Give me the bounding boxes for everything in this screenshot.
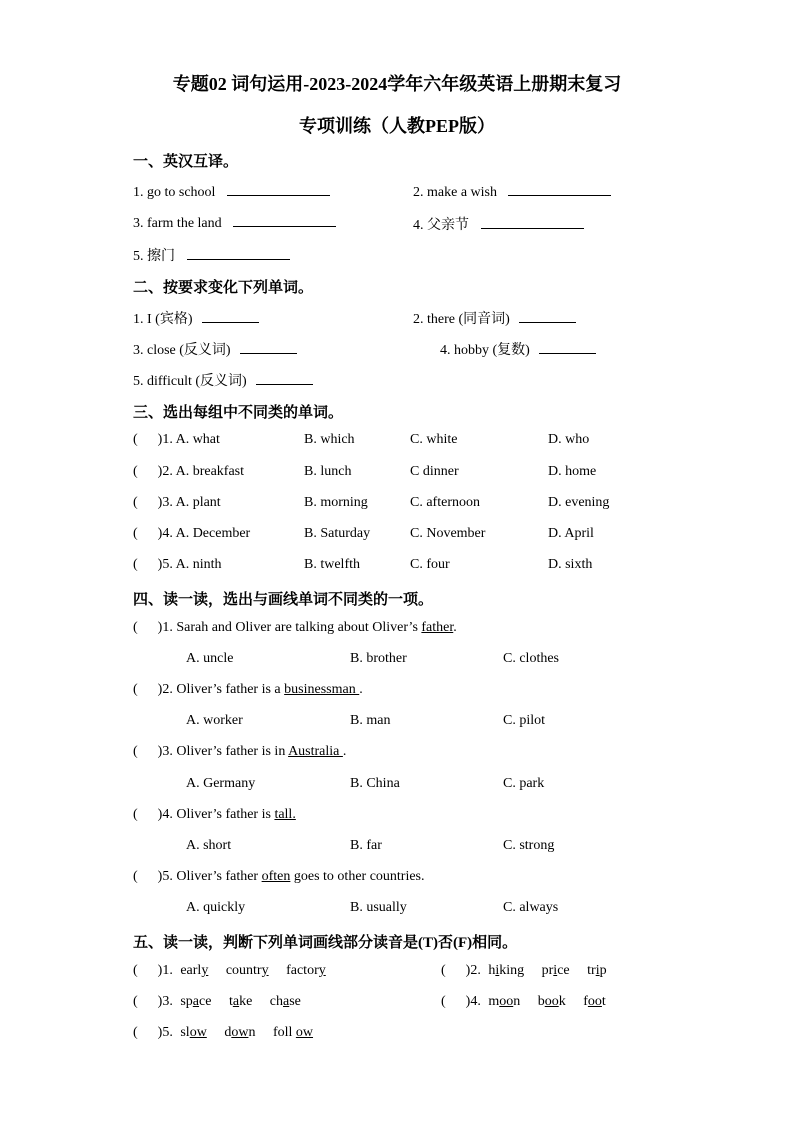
s3-row-4-b: B. Saturday: [304, 526, 371, 541]
section-2-heading: 二、按要求变化下列单词。: [133, 280, 314, 296]
s3-row-2-d: D. home: [548, 464, 597, 479]
s3-row-4: ( )4. A. December: [133, 526, 251, 541]
s3-row-3-d: D. evening: [548, 495, 610, 510]
s3-row-4-d: D. April: [548, 526, 594, 541]
s2-item-3: 3. close (反义词): [133, 339, 297, 359]
s4-q2-c: C. pilot: [503, 713, 546, 728]
s4-q5-a: A. quickly: [186, 900, 246, 915]
s2-item-1: 1. I (宾格): [133, 308, 259, 328]
s5-question-4: ( )4. moon book foot: [441, 994, 606, 1009]
s4-q2-a: A. worker: [186, 713, 243, 728]
s3-row-1-d: D. who: [548, 432, 590, 447]
s3-row-4-c: C. November: [410, 526, 486, 541]
s4-q5-c: C. always: [503, 900, 559, 915]
s3-row-5-c: C. four: [410, 557, 450, 572]
s3-row-2-c: C dinner: [410, 464, 459, 479]
s3-row-3: ( )3. A. plant: [133, 495, 221, 510]
s3-row-3-b: B. morning: [304, 495, 368, 510]
s3-row-2: ( )2. A. breakfast: [133, 464, 244, 479]
s1-item-2: 2. make a wish: [413, 183, 611, 201]
s4-q3-a: A. Germany: [186, 776, 256, 791]
section-1-heading: 一、英汉互译。: [133, 154, 239, 170]
s3-row-5-b: B. twelfth: [304, 557, 360, 572]
s2-item-4: 4. hobby (复数): [440, 339, 596, 359]
s1-item-1: 1. go to school: [133, 183, 330, 201]
section-3-heading: 三、选出每组中不同类的单词。: [133, 405, 344, 421]
s4-q1-b: B. brother: [350, 651, 407, 666]
s3-row-5: ( )5. A. ninth: [133, 557, 222, 572]
s3-row-3-c: C. afternoon: [410, 495, 480, 510]
s3-row-1: ( )1. A. what: [133, 432, 220, 447]
s4-q4-b: B. far: [350, 838, 382, 853]
s4-question-1: ( )1. Sarah and Oliver are talking about Oliver’s father.: [133, 620, 457, 635]
s3-row-1-c: C. white: [410, 432, 458, 447]
s5-question-1: ( )1. early country factory: [133, 963, 326, 978]
s4-question-2: ( )2. Oliver’s father is a businessman .: [133, 682, 363, 697]
s1-item-3: 3. farm the land: [133, 214, 336, 232]
s1-item-5: 5. 擦门: [133, 245, 290, 265]
s5-question-2: ( )2. hiking price trip: [441, 963, 607, 978]
section-5-heading: 五、读一读，判断下列单词画线部分读音是(T)否(F)相同。: [133, 935, 518, 951]
section-4-heading: 四、读一读，选出与画线单词不同类的一项。: [133, 592, 434, 608]
s5-question-5: ( )5. slow down foll ow: [133, 1025, 314, 1040]
s4-q5-b: B. usually: [350, 900, 407, 915]
s5-question-3: ( )3. space take chase: [133, 994, 301, 1009]
s1-item-4: 4. 父亲节: [413, 214, 584, 234]
s3-row-1-b: B. which: [304, 432, 355, 447]
s3-row-5-d: D. sixth: [548, 557, 593, 572]
s4-q3-c: C. park: [503, 776, 545, 791]
s4-q4-a: A. short: [186, 838, 232, 853]
s2-item-5: 5. difficult (反义词): [133, 370, 313, 390]
page-subtitle: 专项训练（人教PEP版）: [299, 116, 495, 136]
s4-q3-b: B. China: [350, 776, 400, 791]
s4-q2-b: B. man: [350, 713, 391, 728]
s4-q4-c: C. strong: [503, 838, 555, 853]
s3-row-2-b: B. lunch: [304, 464, 352, 479]
s4-question-3: ( )3. Oliver’s father is in Australia .: [133, 744, 347, 759]
s4-q1-a: A. uncle: [186, 651, 234, 666]
s4-q1-c: C. clothes: [503, 651, 559, 666]
s4-question-5: ( )5. Oliver’s father often goes to other countries.: [133, 869, 425, 884]
page-title: 专题02 词句运用-2023-2024学年六年级英语上册期末复习: [172, 74, 622, 94]
s4-question-4: ( )4. Oliver’s father is tall.: [133, 807, 296, 822]
s2-item-2: 2. there (同音词): [413, 308, 576, 328]
